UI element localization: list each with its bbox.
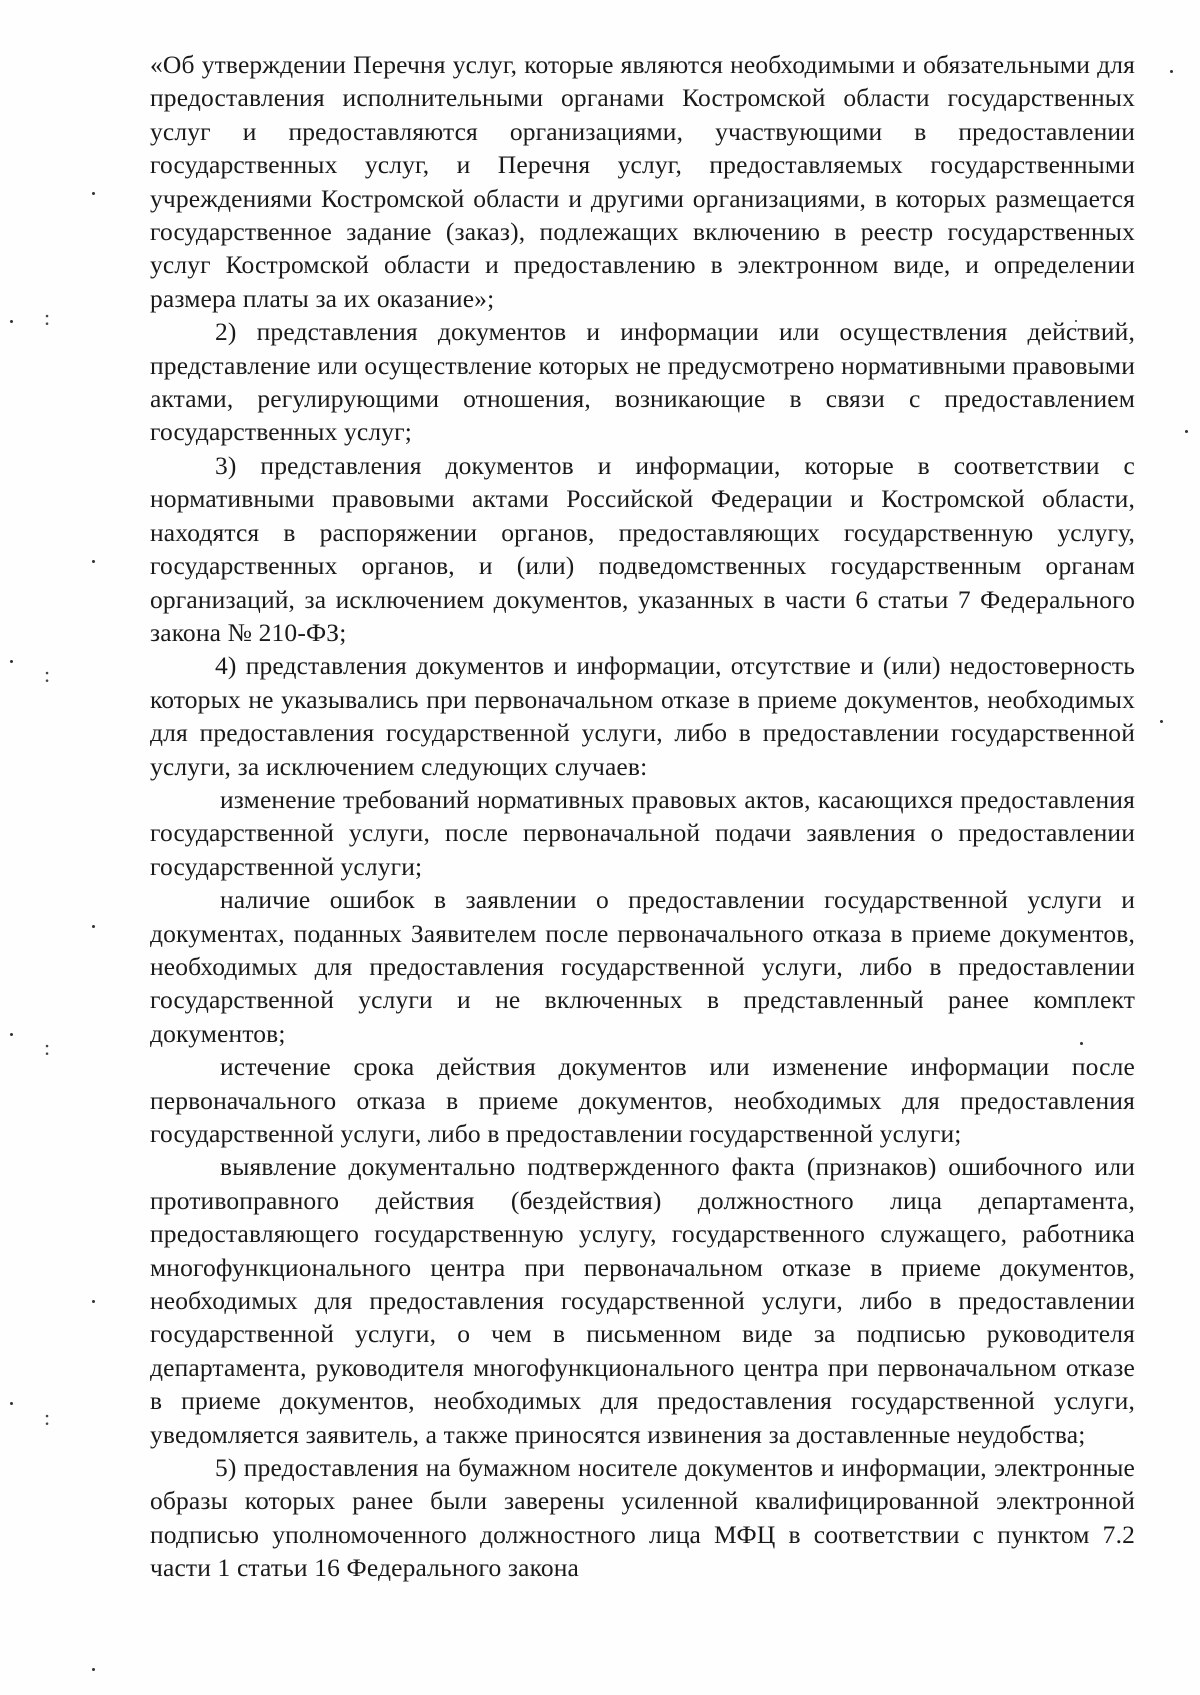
paragraph-decree-title: «Об утверждении Перечня услуг, которые являются необходимыми и обязательными для предоставления исполнительными органами Костромской области государственных услуг и предоставляются организациями, участвующими в предоставлении государственных услуг, и Перечня услуг, предоставляемых государственными учреждениями Костромской области и другими организациями, в которых размещается государственное задание (заказ), подлежащих включению в реестр государственных услуг Костромской области и предоставлению в электронном виде, и определении размера платы за их оказание»;	[150, 50, 1135, 313]
scan-speck	[1185, 430, 1188, 433]
paragraph-item-5: 5) предоставления на бумажном носителе документов и информации, электронные образы которых ранее были заверены усиленной квалифицированной электронной подписью уполномоченного должностного лица МФЦ в соответствии с пунктом 7.2 части 1 статьи 16 Федерального закона	[150, 1453, 1135, 1583]
paragraph-item-3: 3) представления документов и информации, которые в соответствии с нормативными правовыми актами Российской Федерации и Костромской области, находятся в распоряжении органов, предоставляющих государственную услугу, государственных органов, и (или) подведомственных государственным органам организаций, за исключением документов, указанных в части 6 статьи 7 Федерального закона № 210-ФЗ;	[150, 450, 1135, 647]
scan-speck	[92, 1668, 95, 1671]
paragraph-exception-2: наличие ошибок в заявлении о предоставлении государственной услуги и документах, поданных Заявителем после первоначального отказа в приеме документов, необходимых для предоставления государственной услуги, либо в предоставлении государственной услуги и не включенных в представленный ранее комплект документов;	[150, 885, 1135, 1048]
scan-mark: :	[44, 1405, 51, 1430]
scan-speck	[92, 1300, 95, 1303]
scan-mark: :	[44, 662, 51, 687]
scan-speck	[92, 925, 95, 928]
scan-speck	[10, 660, 13, 663]
document-body	[150, 48, 1135, 1585]
scan-mark: :	[44, 1035, 51, 1060]
scan-speck	[10, 1402, 13, 1405]
paragraph-exception-3: истечение срока действия документов или изменение информации после первоначального отказа в приеме документов, необходимых для предоставления государственной услуги, либо в предоставлении государственной услуги;	[150, 1052, 1135, 1148]
scan-mark: :	[44, 305, 51, 330]
scan-speck	[10, 1033, 13, 1036]
scan-speck	[1160, 720, 1163, 723]
paragraph-item-4: 4) представления документов и информации, отсутствие и (или) недостоверность которых не указывались при первоначальном отказе в приеме документов, необходимых для предоставления государственной услуги, либо в предоставлении государственной услуги, за исключением следующих случаев:	[150, 651, 1135, 781]
scan-speck	[92, 192, 95, 195]
scan-speck	[1170, 70, 1173, 73]
paragraph-item-2: 2) представления документов и информации или осуществления действий, представление или осуществление которых не предусмотрено нормативными правовыми актами, регулирующими отношения, возникающие в связи с предоставлением государственных услуг;	[150, 317, 1135, 447]
scan-speck	[92, 560, 95, 563]
paragraph-exception-1: изменение требований нормативных правовых актов, касающихся предоставления государственной услуги, после первоначальной подачи заявления о предоставлении государственной услуги;	[150, 784, 1135, 881]
paragraph-exception-4: выявление документально подтвержденного факта (признаков) ошибочного или противоправного действия (бездействия) должностного лица департамента, предоставляющего государственную услугу, государственного служащего, работника многофункционального центра при первоначальном отказе в приеме документов, необходимых для предоставления государственной услуги, либо в предоставлении государственной услуги, о чем в письменном виде за подписью руководителя департамента, руководителя многофункционального центра при первоначальном отказе в приеме документов, необходимых для предоставления государственной услуги, уведомляется заявитель, а также приносятся извинения за доставленные неудобства;	[150, 1152, 1135, 1449]
scan-speck	[10, 320, 13, 323]
